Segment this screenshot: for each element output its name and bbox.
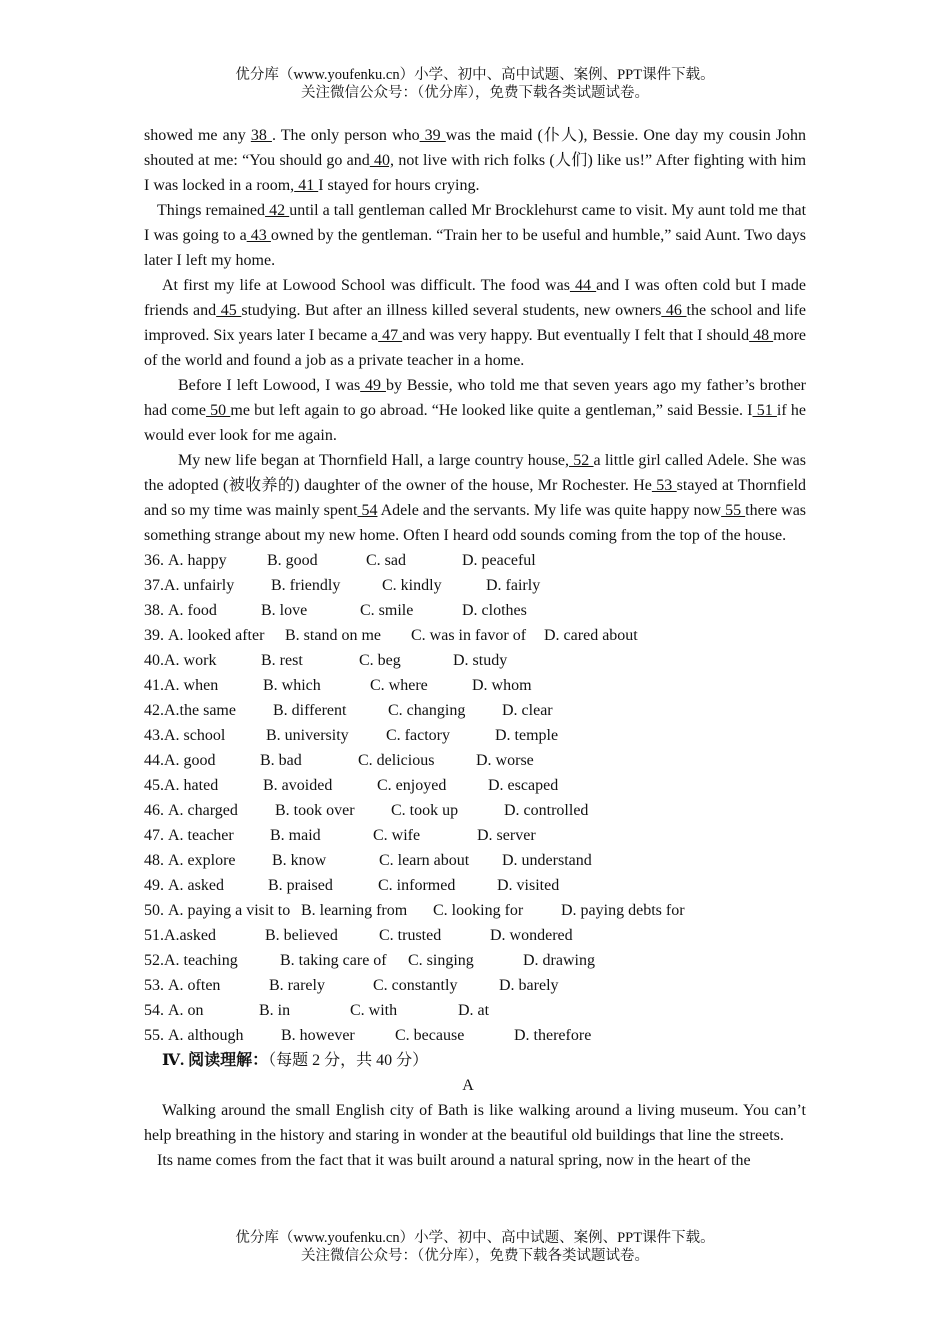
option-b: B. good — [267, 552, 318, 569]
option-d: D. clear — [502, 702, 553, 719]
passage-text: more of the world and found a job as a private teacher in a home. — [144, 327, 807, 369]
option-d: D. barely — [499, 977, 559, 994]
passage-text: was the maid (仆人), Bessie. One day my cousin John shouted at me: “You should go and — [144, 127, 807, 169]
option-b: B. university — [266, 727, 349, 744]
section-heading — [144, 1048, 806, 1073]
question-row — [144, 698, 806, 723]
option-a: A. asked — [168, 877, 224, 894]
passage-text: there was something strange about my new home. Often I heard odd sounds coming from the top of the house. — [144, 502, 807, 544]
option-c: C. constantly — [373, 977, 458, 994]
option-a: A. food — [168, 602, 217, 619]
option-b: B. believed — [265, 927, 338, 944]
answer-blank: 46 — [661, 302, 687, 319]
option-a: A. although — [168, 1027, 244, 1044]
passage-paragraph-3 — [144, 273, 806, 373]
question-number: 43. — [144, 727, 164, 744]
option-a: A. good — [164, 752, 216, 769]
option-d: D. therefore — [514, 1027, 592, 1044]
option-a: A. work — [164, 652, 217, 669]
option-b: B. rarely — [269, 977, 325, 994]
passage-text: My new life began at Thornfield Hall, a large country house, — [178, 452, 570, 469]
passage-text: Before I left Lowood, I was — [178, 377, 361, 394]
option-b: B. took over — [275, 802, 355, 819]
footer-line-2: 关注微信公众号：（优分库），免费下载各类试题试卷。 — [301, 1248, 649, 1264]
option-a: A. hated — [164, 777, 219, 794]
option-c: C. changing — [388, 702, 466, 719]
header-line-2: 关注微信公众号：（优分库），免费下载各类试题试卷。 — [301, 85, 649, 101]
question-row — [144, 548, 806, 573]
header-line-1: 优分库（www.youfenku.cn）小学、初中、高中试题、案例、PPT课件下载。 — [235, 67, 715, 83]
answer-blank: 43 — [246, 227, 271, 244]
question-number: 49. — [144, 877, 164, 894]
option-c: C. factory — [386, 727, 450, 744]
reading-paragraph-1: Walking around the small English city of Bath is like walking around a living museum. You can’t help breathing in the history and staring in wonder at the beautiful old buildings that line the streets. — [144, 1102, 806, 1144]
option-b: B. taking care of — [280, 952, 387, 969]
option-d: D. study — [453, 652, 508, 669]
question-number: 53. — [144, 977, 164, 994]
question-number: 50. — [144, 902, 164, 919]
option-b: B. which — [263, 677, 321, 694]
answer-blank: 42 — [265, 202, 290, 219]
option-c: C. learn about — [379, 852, 470, 869]
option-c: C. sad — [366, 552, 406, 569]
question-number: 39. — [144, 627, 164, 644]
option-c: C. singing — [408, 952, 474, 969]
passage-text: Things remained — [157, 202, 266, 219]
question-row — [144, 948, 806, 973]
answer-blank: 55 — [721, 502, 746, 519]
option-d: D. paying debts for — [561, 902, 685, 919]
option-c: C. delicious — [358, 752, 435, 769]
passage-text: a little girl called Adele. She was the adopted (被收养的) daughter of the owner of the house, Mr Rochester. He — [144, 452, 807, 494]
answer-blank: 49 — [360, 377, 386, 394]
option-b: B. stand on me — [285, 627, 381, 644]
option-d: D. understand — [502, 852, 592, 869]
question-number: 37. — [144, 577, 164, 594]
question-row — [144, 598, 806, 623]
option-b: B. maid — [270, 827, 321, 844]
question-row — [144, 848, 806, 873]
question-number: 46. — [144, 802, 164, 819]
option-b: B. in — [259, 1002, 291, 1019]
option-c: C. wife — [373, 827, 421, 844]
question-row — [144, 673, 806, 698]
passage-text: stayed at Thornfield and so my time was mainly spent — [144, 477, 807, 519]
question-row — [144, 648, 806, 673]
answer-blank: 53 — [651, 477, 677, 494]
passage-text: and I was often cold but I made friends and — [144, 277, 807, 319]
page-header — [0, 66, 950, 102]
passage-paragraph-1 — [144, 123, 806, 198]
passage-text: if he would ever look for me again. — [144, 402, 807, 444]
question-list — [144, 548, 806, 1048]
answer-blank: 48 — [749, 327, 774, 344]
option-b: B. avoided — [263, 777, 333, 794]
passage-paragraph-2 — [144, 198, 806, 273]
option-d: D. whom — [472, 677, 532, 694]
option-c: C. kindly — [382, 577, 442, 594]
question-number: 36. — [144, 552, 164, 569]
passage-paragraph-4 — [144, 373, 806, 448]
option-c: C. trusted — [379, 927, 442, 944]
passage-text: Adele and the servants. My life was quite happy now — [377, 502, 722, 519]
option-a: A. looked after — [168, 627, 265, 644]
passage-text: me but left again to go abroad. “He looked like quite a gentleman,” said Bessie. I — [230, 402, 753, 419]
answer-blank: 41 — [294, 177, 319, 194]
answer-blank: 38 — [250, 127, 272, 144]
footer-line-1: 优分库（www.youfenku.cn）小学、初中、高中试题、案例、PPT课件下载。 — [235, 1230, 715, 1246]
option-b: B. learning from — [301, 902, 408, 919]
option-b: B. know — [272, 852, 327, 869]
passage-text: studying. But after an illness killed several students, new owners — [241, 302, 662, 319]
option-d: D. visited — [497, 877, 560, 894]
question-row — [144, 623, 806, 648]
option-c: C. beg — [359, 652, 401, 669]
option-a: A. teaching — [164, 952, 238, 969]
question-row — [144, 898, 806, 923]
question-row — [144, 923, 806, 948]
option-a: A. often — [168, 977, 221, 994]
question-number: 52. — [144, 952, 164, 969]
answer-blank: 54 — [357, 502, 378, 519]
option-d: D. fairly — [486, 577, 541, 594]
option-c: C. because — [395, 1027, 465, 1044]
option-a: A.the same — [164, 702, 236, 719]
passage-text: showed me any — [144, 127, 251, 144]
question-row — [144, 573, 806, 598]
question-number: 44. — [144, 752, 164, 769]
option-a: A. happy — [168, 552, 227, 569]
option-a: A. teacher — [168, 827, 234, 844]
question-number: 47. — [144, 827, 164, 844]
option-c: C. enjoyed — [377, 777, 447, 794]
option-b: B. different — [273, 702, 347, 719]
passage-text: At first my life at Lowood School was difficult. The food was — [162, 277, 570, 294]
option-d: D. temple — [495, 727, 559, 744]
passage-text: the school and life improved. Six years later I became a — [144, 302, 807, 344]
answer-blank: 44 — [569, 277, 597, 294]
question-row — [144, 998, 806, 1023]
option-d: D. escaped — [488, 777, 559, 794]
page-footer — [0, 1229, 950, 1265]
option-b: B. however — [281, 1027, 355, 1044]
answer-blank: 50 — [205, 402, 231, 419]
option-d: D. clothes — [462, 602, 527, 619]
option-b: B. rest — [261, 652, 303, 669]
answer-blank: 39 — [419, 127, 446, 144]
passage-text: by Bessie, who told me that seven years ago my father’s brother had come — [144, 377, 807, 419]
question-number: 41. — [144, 677, 164, 694]
question-number: 38. — [144, 602, 164, 619]
option-a: A. unfairly — [164, 577, 235, 594]
question-number: 42. — [144, 702, 164, 719]
question-row — [144, 823, 806, 848]
option-b: B. friendly — [271, 577, 341, 594]
option-d: D. server — [477, 827, 536, 844]
option-a: A. explore — [168, 852, 236, 869]
passage-text: I stayed for hours crying. — [318, 177, 480, 194]
passage-text: owned by the gentleman. “Train her to be useful and humble,” said Aunt. Two days later I left my home. — [144, 227, 806, 269]
section-title: Ⅳ. 阅读理解： — [162, 1052, 269, 1069]
option-d: D. controlled — [504, 802, 589, 819]
option-b: B. love — [261, 602, 308, 619]
answer-blank: 45 — [216, 302, 242, 319]
option-d: D. wondered — [490, 927, 573, 944]
answer-blank: 47 — [378, 327, 403, 344]
section-note: （每题 2 分，共 40 分） — [268, 1052, 429, 1069]
option-a: A. school — [164, 727, 226, 744]
option-a: A. charged — [168, 802, 238, 819]
option-d: D. cared about — [544, 627, 638, 644]
question-number: 40. — [144, 652, 164, 669]
question-number: 55. — [144, 1027, 164, 1044]
passage-text: . The only person who — [271, 127, 420, 144]
passage-paragraph-5 — [144, 448, 806, 548]
option-c: C. took up — [391, 802, 459, 819]
question-number: 51. — [144, 927, 164, 944]
option-c: C. smile — [360, 602, 414, 619]
option-d: D. worse — [476, 752, 534, 769]
option-a: A. paying a visit to — [168, 902, 291, 919]
option-c: C. was in favor of — [411, 627, 527, 644]
question-row — [144, 723, 806, 748]
passage-text: not live with rich folks (人们) like us!” After fighting with him I was locked in a room, — [144, 152, 807, 194]
option-d: D. at — [458, 1002, 490, 1019]
question-number: 54. — [144, 1002, 164, 1019]
question-row — [144, 1023, 806, 1048]
answer-blank: 51 — [752, 402, 777, 419]
passage-text: until a tall gentleman called Mr Brocklehurst came to visit. My aunt told me that I was going to a — [144, 202, 807, 244]
option-c: C. with — [350, 1002, 398, 1019]
option-a: A. on — [168, 1002, 204, 1019]
section-sub-label: A — [462, 1077, 474, 1094]
option-b: B. praised — [268, 877, 333, 894]
question-row — [144, 773, 806, 798]
question-row — [144, 973, 806, 998]
answer-blank: 52 — [569, 452, 594, 469]
option-c: C. informed — [378, 877, 456, 894]
question-number: 45. — [144, 777, 164, 794]
option-a: A. when — [164, 677, 219, 694]
option-a: A.asked — [164, 927, 216, 944]
option-b: B. bad — [260, 752, 302, 769]
passage-text: and was very happy. But eventually I felt that I should — [402, 327, 750, 344]
option-d: D. peaceful — [462, 552, 536, 569]
page-body — [144, 123, 806, 1173]
option-c: C. where — [370, 677, 428, 694]
question-row — [144, 873, 806, 898]
question-number: 48. — [144, 852, 164, 869]
option-d: D. drawing — [523, 952, 595, 969]
reading-paragraph-2: Its name comes from the fact that it was built around a natural spring, now in the heart of the — [157, 1152, 751, 1169]
question-row — [144, 748, 806, 773]
answer-blank: 40, — [369, 152, 395, 169]
question-row — [144, 798, 806, 823]
option-c: C. looking for — [433, 902, 524, 919]
